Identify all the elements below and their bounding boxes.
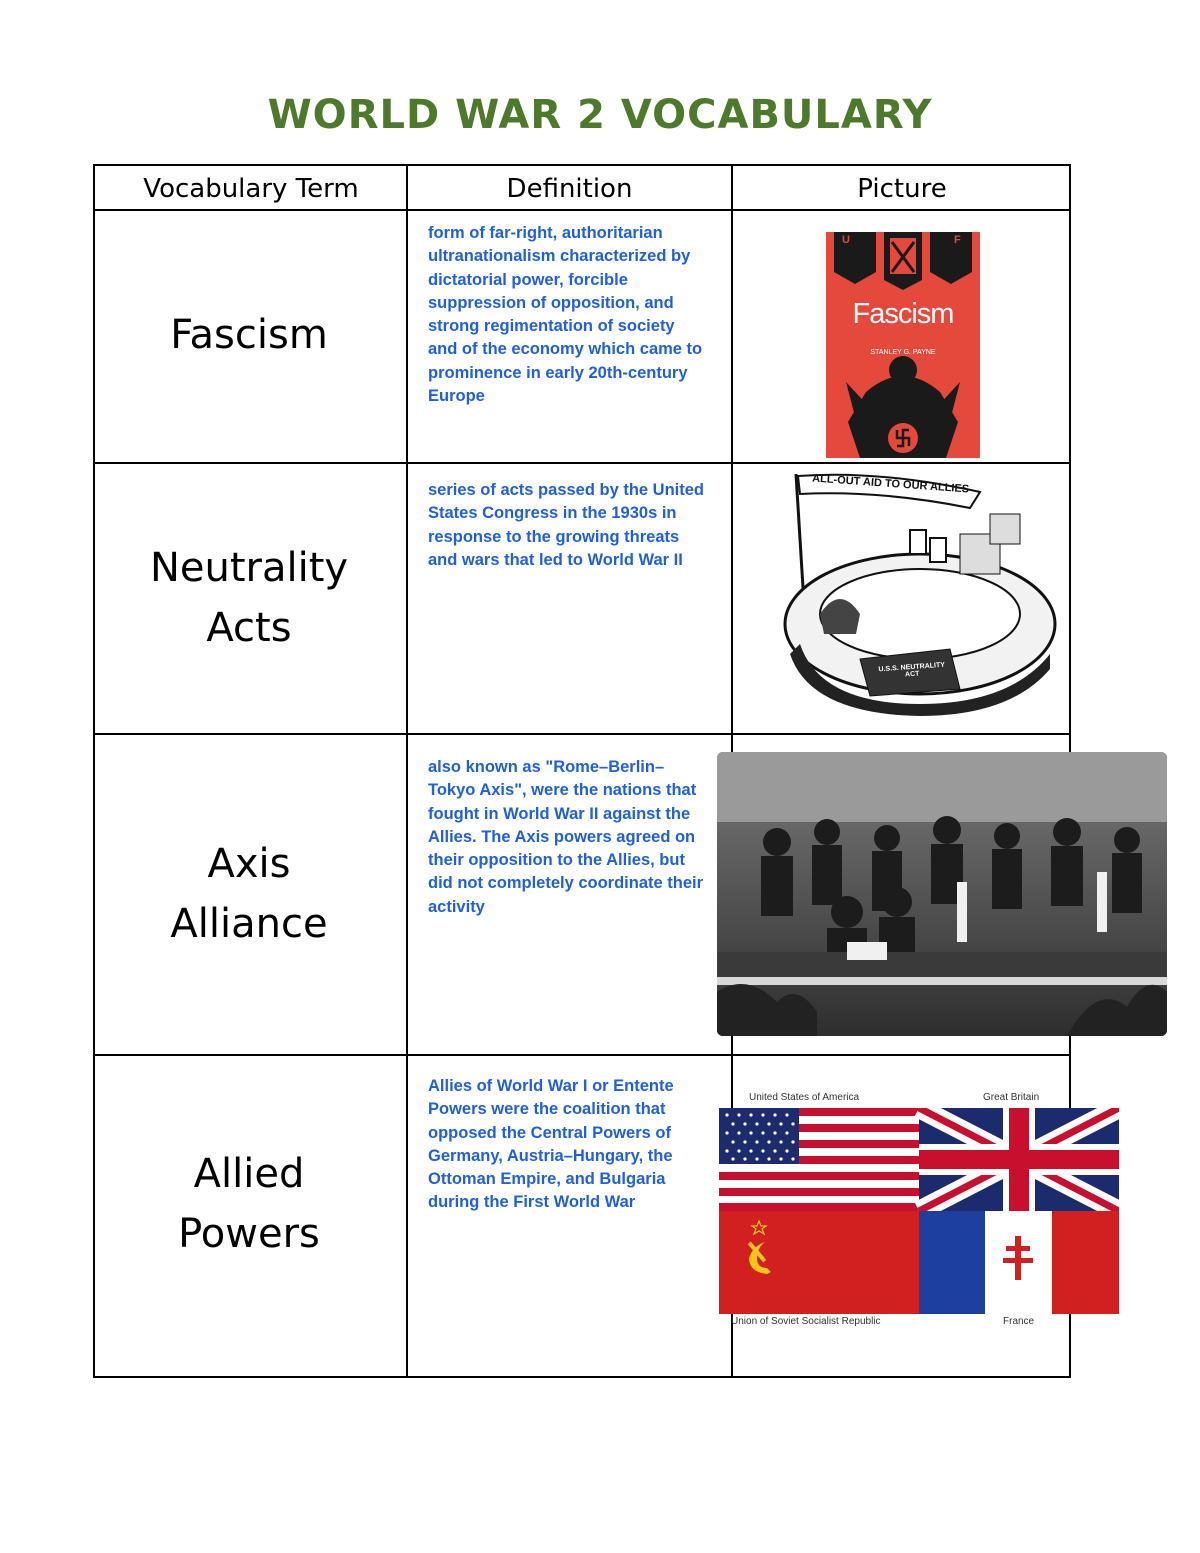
book-author: STANLEY G. PAYNE xyxy=(870,349,936,356)
term-text: Fascism xyxy=(170,312,328,358)
flag-caption-france: France xyxy=(1003,1316,1035,1327)
term-text-line: Axis xyxy=(207,840,291,887)
term-text-line: Neutrality xyxy=(149,544,349,591)
definition-text: series of acts passed by the United States Congress in the 1930s in response to the growing threats and wars that led to World War II xyxy=(428,481,705,569)
definition-text: Allies of World War I or Entente Powers were the coalition that opposed the Central Powers of Germany, Austria–Hungary, the Ottoman Empire, and Bulgaria during the First World War xyxy=(428,1077,674,1212)
flag-caption-ussr: Union of Soviet Socialist Republic xyxy=(731,1316,881,1327)
header-picture: Picture xyxy=(857,174,947,204)
axis-signing-photo xyxy=(717,752,1167,1036)
fascism-book-cover-image xyxy=(826,232,980,458)
term-text-line: Acts xyxy=(206,604,292,651)
flag-caption-usa: United States of America xyxy=(749,1092,860,1103)
term-text-line: Powers xyxy=(178,1211,320,1257)
term-text-line: Alliance xyxy=(170,900,328,947)
term-cell xyxy=(93,209,405,461)
france-flag xyxy=(919,1211,1119,1314)
book-title: Fascism xyxy=(852,298,954,330)
cartoon-hull-text: U.S.S. NEUTRALITY ACT xyxy=(878,661,946,679)
usa-flag xyxy=(719,1108,919,1211)
term-text-line: Allied xyxy=(193,1151,305,1197)
neutrality-cartoon-image xyxy=(760,464,1060,718)
definition-text: also known as "Rome–Berlin–Tokyo Axis", were the nations that fought in World War II against the Allies. The Axis powers agreed on their opposition to the Allies, but did not completely coordinate their activity xyxy=(428,758,704,916)
allied-flags-image xyxy=(719,1092,1119,1332)
uk-flag xyxy=(919,1108,1119,1211)
book-letter: U xyxy=(842,234,850,246)
header-definition: Definition xyxy=(506,174,633,204)
term-cell xyxy=(93,733,405,1054)
ussr-flag xyxy=(719,1211,919,1314)
flag-caption-great-britain: Great Britain xyxy=(983,1092,1040,1103)
cartoon-banner-text: ALL-OUT AID TO OUR ALLIES xyxy=(811,472,970,496)
page-title: WORLD WAR 2 VOCABULARY xyxy=(267,92,933,138)
header-vocabulary-term: Vocabulary Term xyxy=(143,174,359,204)
term-cell xyxy=(93,462,405,733)
term-cell xyxy=(93,1054,405,1354)
book-letter: F xyxy=(954,234,961,246)
definition-text: form of far-right, authoritarian ultranationalism characterized by dictatorial power, forcible suppression of opposition, and strong regimentation of society and of the economy which came to prominence in early 20th-century Europe xyxy=(428,224,703,406)
